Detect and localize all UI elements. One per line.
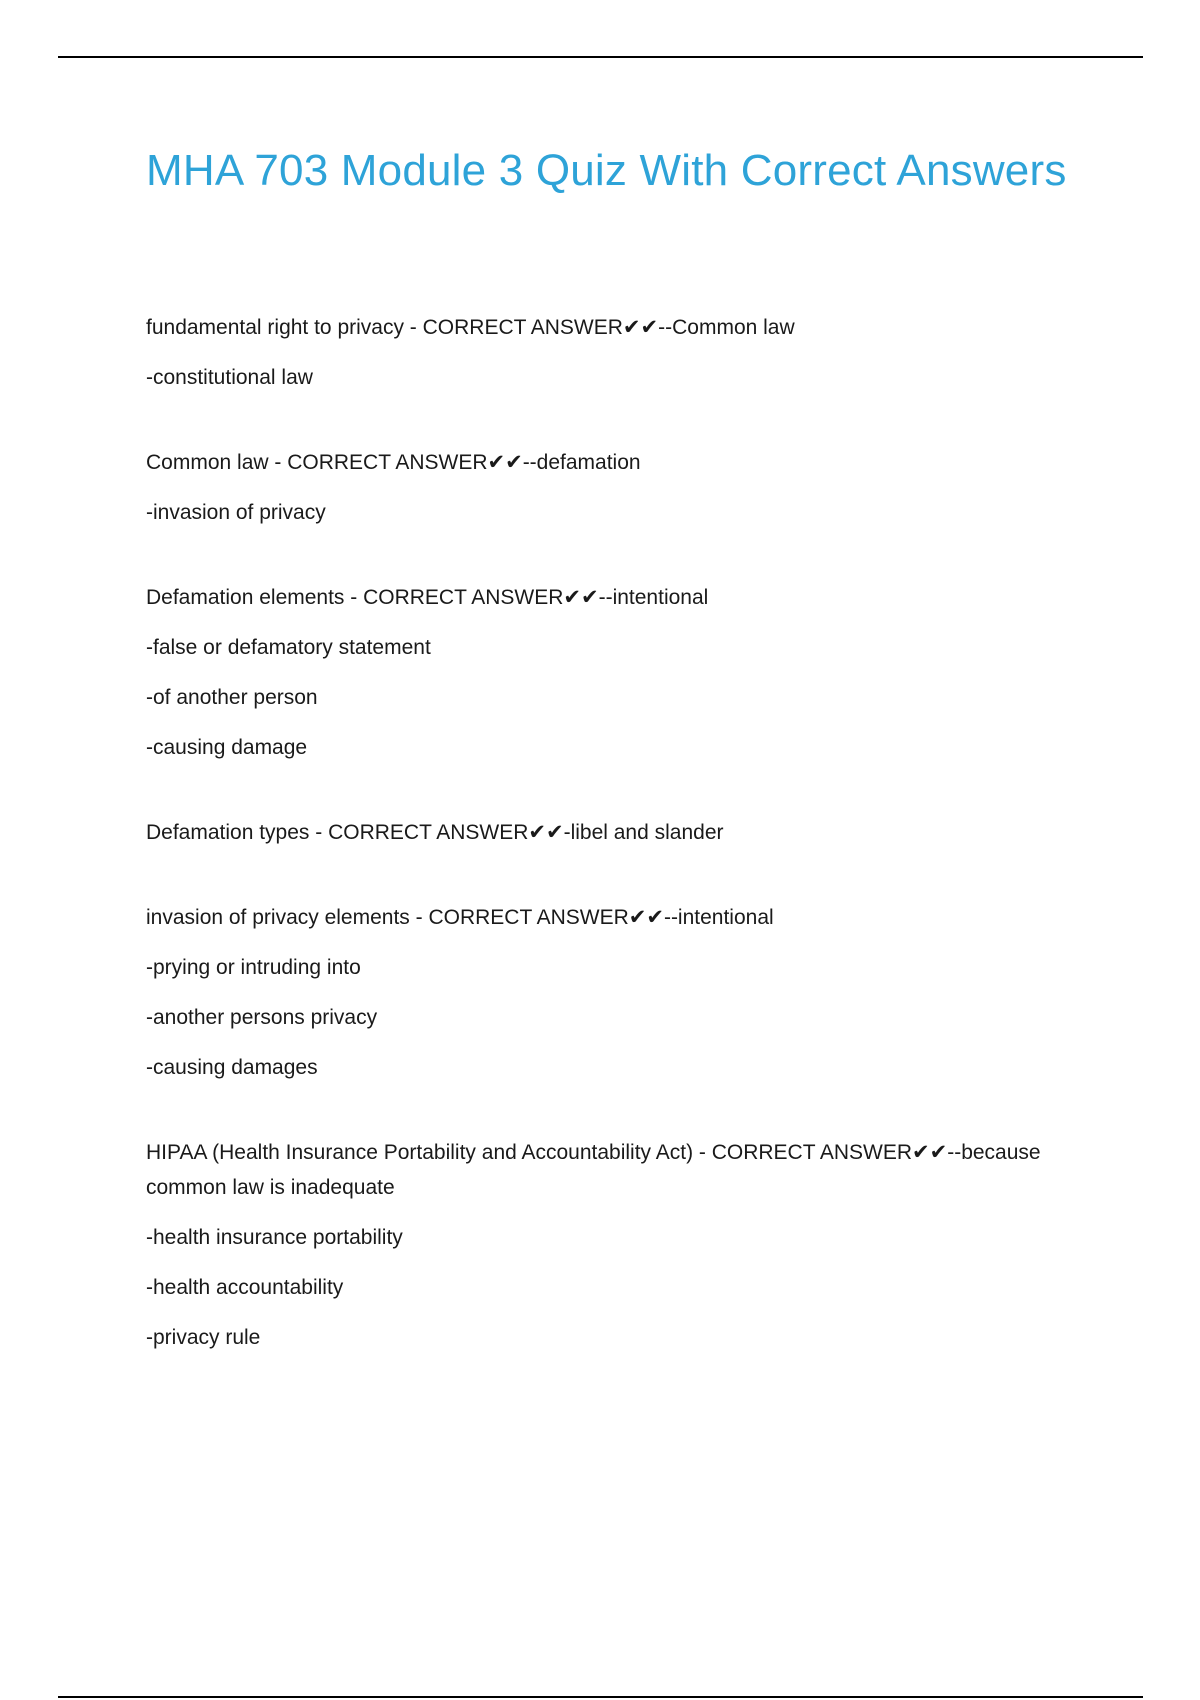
qa-answer-line: -privacy rule (146, 1326, 261, 1349)
qa-answer-line: -invasion of privacy (146, 501, 326, 524)
qa-answer-line: -prying or intruding into (146, 956, 361, 979)
qa-answer-line: -causing damage (146, 736, 308, 759)
qa-item (146, 900, 1086, 1085)
qa-answer-line: -health insurance portability (146, 1226, 403, 1249)
qa-item (146, 1135, 1086, 1355)
qa-question: Defamation types - CORRECT ANSWER✔✔-libel and slander (146, 821, 724, 844)
qa-question: HIPAA (Health Insurance Portability and Accountability Act) - CORRECT ANSWER✔✔--because common law is inadequate (146, 1141, 1041, 1199)
qa-answer-line: -causing damages (146, 1056, 318, 1079)
qa-item (146, 445, 1086, 530)
qa-answer-line: -false or defamatory statement (146, 636, 431, 659)
document-title: MHA 703 Module 3 Quiz With Correct Answers (146, 146, 1067, 195)
qa-item (146, 310, 1086, 395)
qa-list (146, 310, 1086, 1405)
qa-question: Defamation elements - CORRECT ANSWER✔✔--intentional (146, 586, 709, 609)
qa-question: Common law - CORRECT ANSWER✔✔--defamation (146, 451, 641, 474)
qa-question: fundamental right to privacy - CORRECT ANSWER✔✔--Common law (146, 316, 795, 339)
qa-item (146, 815, 1086, 850)
qa-answer-line: -another persons privacy (146, 1006, 378, 1029)
qa-answer-line: -of another person (146, 686, 318, 709)
top-rule (58, 56, 1143, 58)
qa-answer-line: -health accountability (146, 1276, 344, 1299)
bottom-rule (58, 1696, 1143, 1698)
qa-answer-line: -constitutional law (146, 366, 313, 389)
qa-item (146, 580, 1086, 765)
qa-question: invasion of privacy elements - CORRECT ANSWER✔✔--intentional (146, 906, 774, 929)
